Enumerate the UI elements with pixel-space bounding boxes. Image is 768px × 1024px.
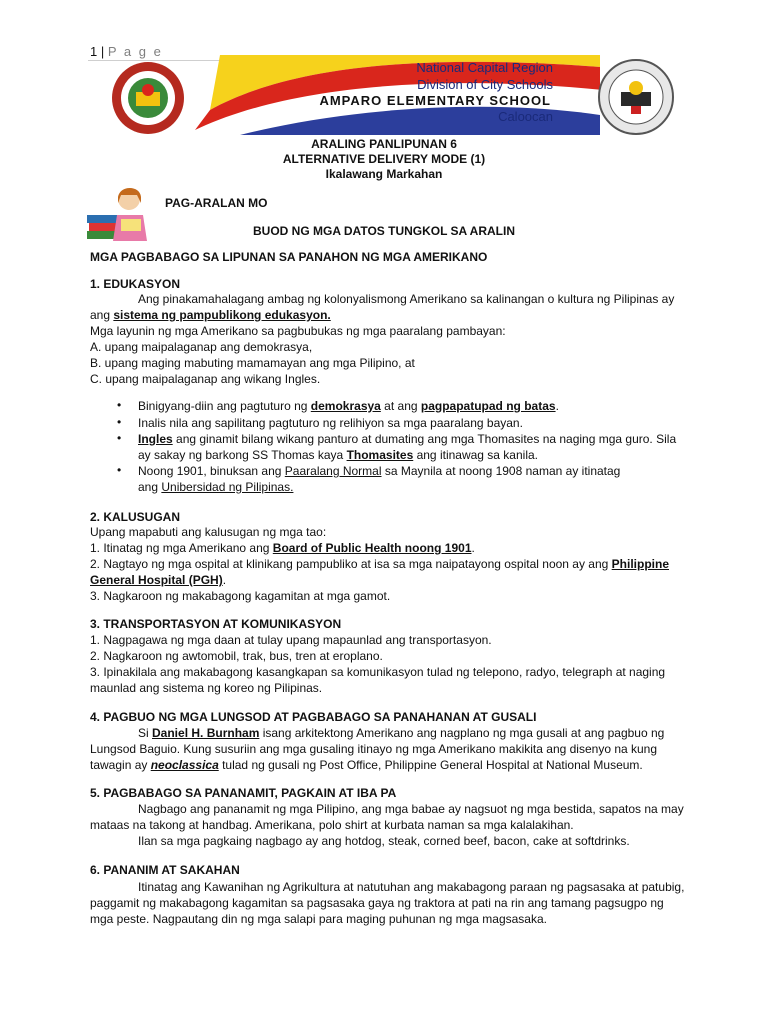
- term: Thomasites: [346, 448, 414, 462]
- s4-line2: Lungsod Baguio. Kung susuriin ang mga gusaling itinayo ng mga Amerikano makikita ang disenyo na kung: [90, 742, 658, 756]
- term: Daniel H. Burnham: [152, 726, 260, 740]
- term: neoclassica: [150, 758, 219, 772]
- s4-line3: [90, 757, 643, 773]
- text: isang arkitektong Amerikano ang nagplano ng mga gusali at ang pagbuo ng: [259, 726, 665, 740]
- s2-line2: [90, 540, 475, 556]
- text: sa Maynila at noong 1908 naman ay itinatag: [381, 464, 621, 478]
- text: 2. Nagtayo ng mga ospital at klinikang pampubliko at isa sa mga naipatayong ospital noon ay ang: [90, 557, 612, 571]
- text: .: [555, 399, 559, 413]
- text: ang itinawag sa kanila.: [413, 448, 538, 462]
- s1-goal-c: C. upang maipalaganap ang wikang Ingles.: [90, 372, 321, 386]
- text: tawagin ay: [90, 758, 151, 772]
- term: General Hospital (PGH): [90, 573, 223, 587]
- text: at ang: [380, 399, 421, 413]
- s2-line5: 3. Nagkaroon ng makabagong kagamitan at mga gamot.: [90, 589, 391, 603]
- term: pagpapatupad ng batas: [420, 399, 556, 413]
- bullet-icon: •: [117, 463, 122, 477]
- page-label: P a g e: [107, 44, 163, 59]
- s1-paragraph-line2: [90, 307, 331, 323]
- s1-bullet-1: [138, 398, 559, 414]
- term: Unibersidad ng Pilipinas.: [161, 480, 294, 494]
- text: ang ginamit bilang wikang panturo at dumating ang mga Thomasites na naging mga guro. Sila: [172, 432, 677, 446]
- school-logo: [110, 60, 186, 136]
- s2-heading: 2. KALUSUGAN: [90, 510, 181, 524]
- s2-line4: [90, 572, 226, 588]
- text: 1. Itinatag ng mga Amerikano ang: [90, 541, 273, 555]
- s4-heading: 4. PAGBUO NG MGA LUNGSOD AT PAGBABAGO SA PANAHANAN AT GUSALI: [90, 710, 537, 724]
- s6-heading: 6. PANANIM AT SAKAHAN: [90, 863, 240, 877]
- bullet-icon: •: [117, 415, 122, 429]
- s1-paragraph-line1: Ang pinakamahalagang ambag ng kolonyalismong Amerikano sa kalinangan o kultura ng Pilipinas ay: [138, 292, 675, 306]
- s1-bullet-4: [138, 463, 620, 479]
- text: ang: [90, 308, 114, 322]
- text: Binigyang-diin ang pagtuturo ng: [138, 399, 311, 413]
- s3-line3: 3. Ipinakilala ang makabagong kasangkapan sa komunikasyon tulad ng telepono, radyo, telegraph at naging: [90, 665, 666, 679]
- s1-bullet-3-cont: [138, 447, 538, 463]
- s5-line1: Nagbago ang pananamit ng mga Pilipino, ang mga babae ay nagsuot ng mga bestida, sapatos na may: [138, 802, 684, 816]
- page-number-separator: |: [100, 44, 105, 59]
- s5-line3: Ilan sa mga pagkaing nagbago ay ang hotdog, steak, corned beef, bacon, cake at softdrinks.: [138, 834, 630, 848]
- division-logo: [597, 58, 675, 136]
- subject-title: ARALING PANLIPUNAN 6: [311, 137, 457, 151]
- term: Paaralang Normal: [284, 464, 382, 478]
- s6-line2: paggamit ng makabagong kagamitan sa pagsasaka gaya ng traktora at pati na rin ang tamang pagsugpo ng: [90, 896, 664, 910]
- header-region: National Capital Region: [416, 60, 553, 75]
- buod-heading: BUOD NG MGA DATOS TUNGKOL SA ARALIN: [253, 224, 515, 238]
- s1-bullet-3: [138, 431, 676, 447]
- s3-line2: 2. Nagkaroon ng awtomobil, trak, bus, tren at eroplano.: [90, 649, 383, 663]
- main-heading: MGA PAGBABAGO SA LIPUNAN SA PANAHON NG MGA AMERIKANO: [90, 250, 488, 264]
- text: tulad ng gusali ng Post Office, Philippine General Hospital at National Museum.: [218, 758, 643, 772]
- text: .: [222, 573, 227, 587]
- s1-bullet-4-cont: [138, 479, 293, 495]
- term: Philippine: [611, 557, 670, 571]
- public-education-term: sistema ng pampublikong edukasyon.: [113, 308, 331, 322]
- s1-goal-b: B. upang maging mabuting mamamayan ang mga Pilipino, at: [90, 356, 415, 370]
- text: Si: [138, 726, 153, 740]
- s1-heading: 1. EDUKASYON: [90, 277, 181, 291]
- s5-heading: 5. PAGBABAGO SA PANANAMIT, PAGKAIN AT IBA PA: [90, 786, 397, 800]
- s3-line1: 1. Nagpagawa ng mga daan at tulay upang mapaunlad ang transportasyon.: [90, 633, 492, 647]
- s1-bullet-2: Inalis nila ang sapilitang pagtuturo ng relihiyon sa mga paaralang bayan.: [138, 416, 523, 430]
- text: Noong 1901, binuksan ang: [138, 464, 285, 478]
- text: .: [471, 541, 475, 555]
- header-school: AMPARO ELEMENTARY SCHOOL: [319, 93, 551, 108]
- term: Ingles: [138, 432, 173, 446]
- s6-line1: Itinatag ang Kawanihan ng Agrikultura at natutuhan ang makabagong paraan ng pagsasaka at patubig,: [138, 880, 685, 894]
- s2-line1: Upang mapabuti ang kalusugan ng mga tao:: [90, 525, 327, 539]
- mode-title: ALTERNATIVE DELIVERY MODE (1): [282, 152, 486, 166]
- s6-line3: mga peste. Nagpautang din ng mga salapi para maging puhunan ng mga magsasaka.: [90, 912, 547, 926]
- s3-heading: 3. TRANSPORTASYON AT KOMUNIKASYON: [90, 617, 342, 631]
- bullet-icon: •: [117, 431, 122, 445]
- text: ang: [138, 480, 162, 494]
- header-division: Division of City Schools: [417, 77, 553, 92]
- bullet-icon: •: [117, 398, 122, 412]
- term: Board of Public Health noong 1901: [272, 541, 472, 555]
- s5-line2: mataas na takong at handbag. Amerikana, polo shirt at kurbata naman sa mga kalalakihan.: [90, 818, 574, 832]
- term: demokrasya: [310, 399, 381, 413]
- text: ay sakay ng barkong SS Thomas kaya: [138, 448, 347, 462]
- s1-goals-intro: Mga layunin ng mga Amerikano sa pagbubukas ng mga paaralang pambayan:: [90, 324, 506, 338]
- s1-goal-a: A. upang maipalaganap ang demokrasya,: [90, 340, 313, 354]
- s4-line1: [138, 725, 664, 741]
- s3-line4: maunlad ang sistema ng koreo ng Pilipinas.: [90, 681, 323, 695]
- header-city: Caloocan: [498, 109, 553, 124]
- pag-aralan-heading: PAG-ARALAN MO: [165, 196, 268, 210]
- quarter-title: Ikalawang Markahan: [325, 167, 443, 181]
- s2-line3: [90, 556, 669, 572]
- page-number-value: 1: [90, 44, 98, 59]
